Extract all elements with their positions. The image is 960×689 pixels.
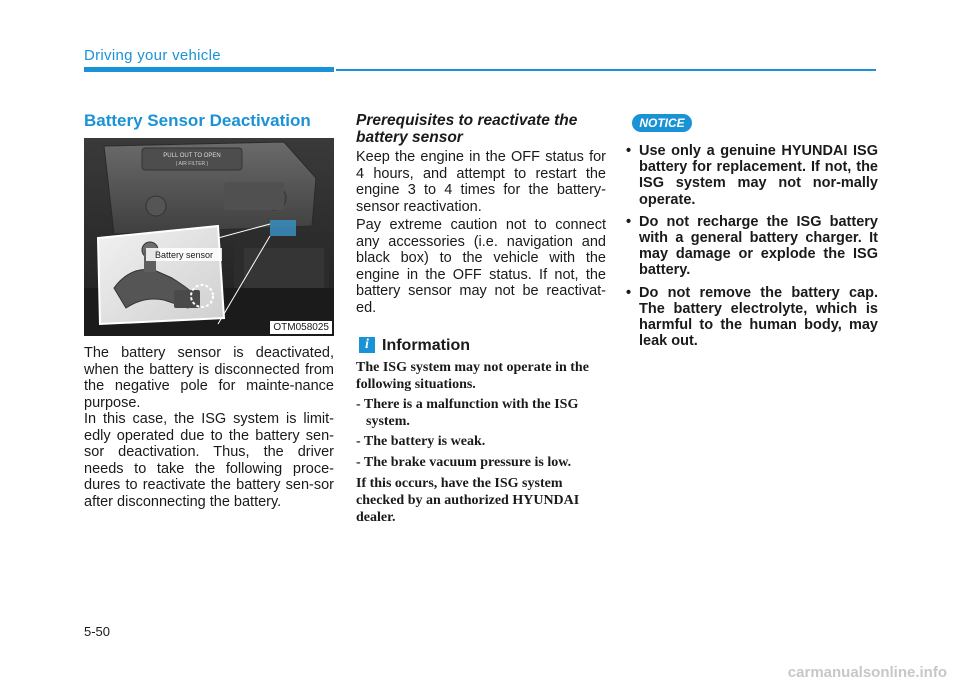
panel-subtext: ( AIR FILTER ): [175, 161, 209, 167]
prerequisites-paragraph-2: Pay extreme caution not to connect any accessories (i.e. navigation and black box) to the vehicle with the engine in the OFF status. If not, the battery sensor may not be reactivat-ed.: [356, 217, 606, 316]
watermark: carmanualsonline.info: [787, 664, 947, 681]
information-item-3: - The brake vacuum pressure is low.: [356, 455, 572, 470]
page-number: 5-50: [84, 624, 111, 639]
information-title: Information: [382, 337, 470, 354]
battery-sensor-photo: [84, 138, 334, 336]
notice-badge: NOTICE: [632, 114, 692, 132]
information-outro: If this occurs, have the ISG system checked by an authorized HYUNDAI dealer.: [356, 476, 580, 525]
panel-text: PULL OUT TO OPEN: [163, 153, 221, 159]
notice-item: • Do not recharge the ISG battery with a general battery charger. It may damage or explode the ISG battery.: [622, 214, 878, 279]
section-title: Driving your vehicle: [84, 47, 221, 64]
battery-sensor-label: Battery sensor: [154, 250, 214, 260]
deactivation-paragraph-1: The battery sensor is deactivated, when the battery is disconnected from the negative pole for mainte-nance purpose.: [84, 345, 334, 411]
information-intro: The ISG system may not operate in the following situations.: [356, 360, 589, 392]
battery-sensor-heading: Battery Sensor Deactivation: [84, 111, 311, 130]
information-item-2: - The battery is weak.: [356, 434, 486, 449]
engine-bay-illustration: [84, 138, 334, 336]
information-item-1: - There is a malfunction with the ISG system.: [356, 397, 579, 429]
prerequisites-subheading: Prerequisites to reactivate the battery sensor: [356, 112, 578, 146]
notice-item: • Do not remove the battery cap. The battery electrolyte, which is harmful to the human body, may leak out.: [622, 285, 878, 350]
header-rule-thin: [336, 69, 876, 71]
notice-list: [622, 143, 878, 355]
prerequisites-paragraph-1: Keep the engine in the OFF status for 4 hours, and attempt to restart the engine 3 to 4 times for the battery-sensor reactivation.: [356, 149, 606, 215]
deactivation-paragraph-2: In this case, the ISG system is limit-edly operated due to the battery sen-sor deactivation. Thus, the driver needs to take the following proce-dures to reactivate the battery sen-sor after disconnecting the battery.: [84, 411, 334, 510]
notice-item: • Use only a genuine HYUNDAI ISG battery for replacement. If not, the ISG system may not nor-mally operate.: [622, 143, 878, 208]
information-icon: i: [359, 337, 375, 353]
header-rule-thick: [84, 67, 334, 72]
photo-caption: OTM058025: [270, 321, 332, 334]
